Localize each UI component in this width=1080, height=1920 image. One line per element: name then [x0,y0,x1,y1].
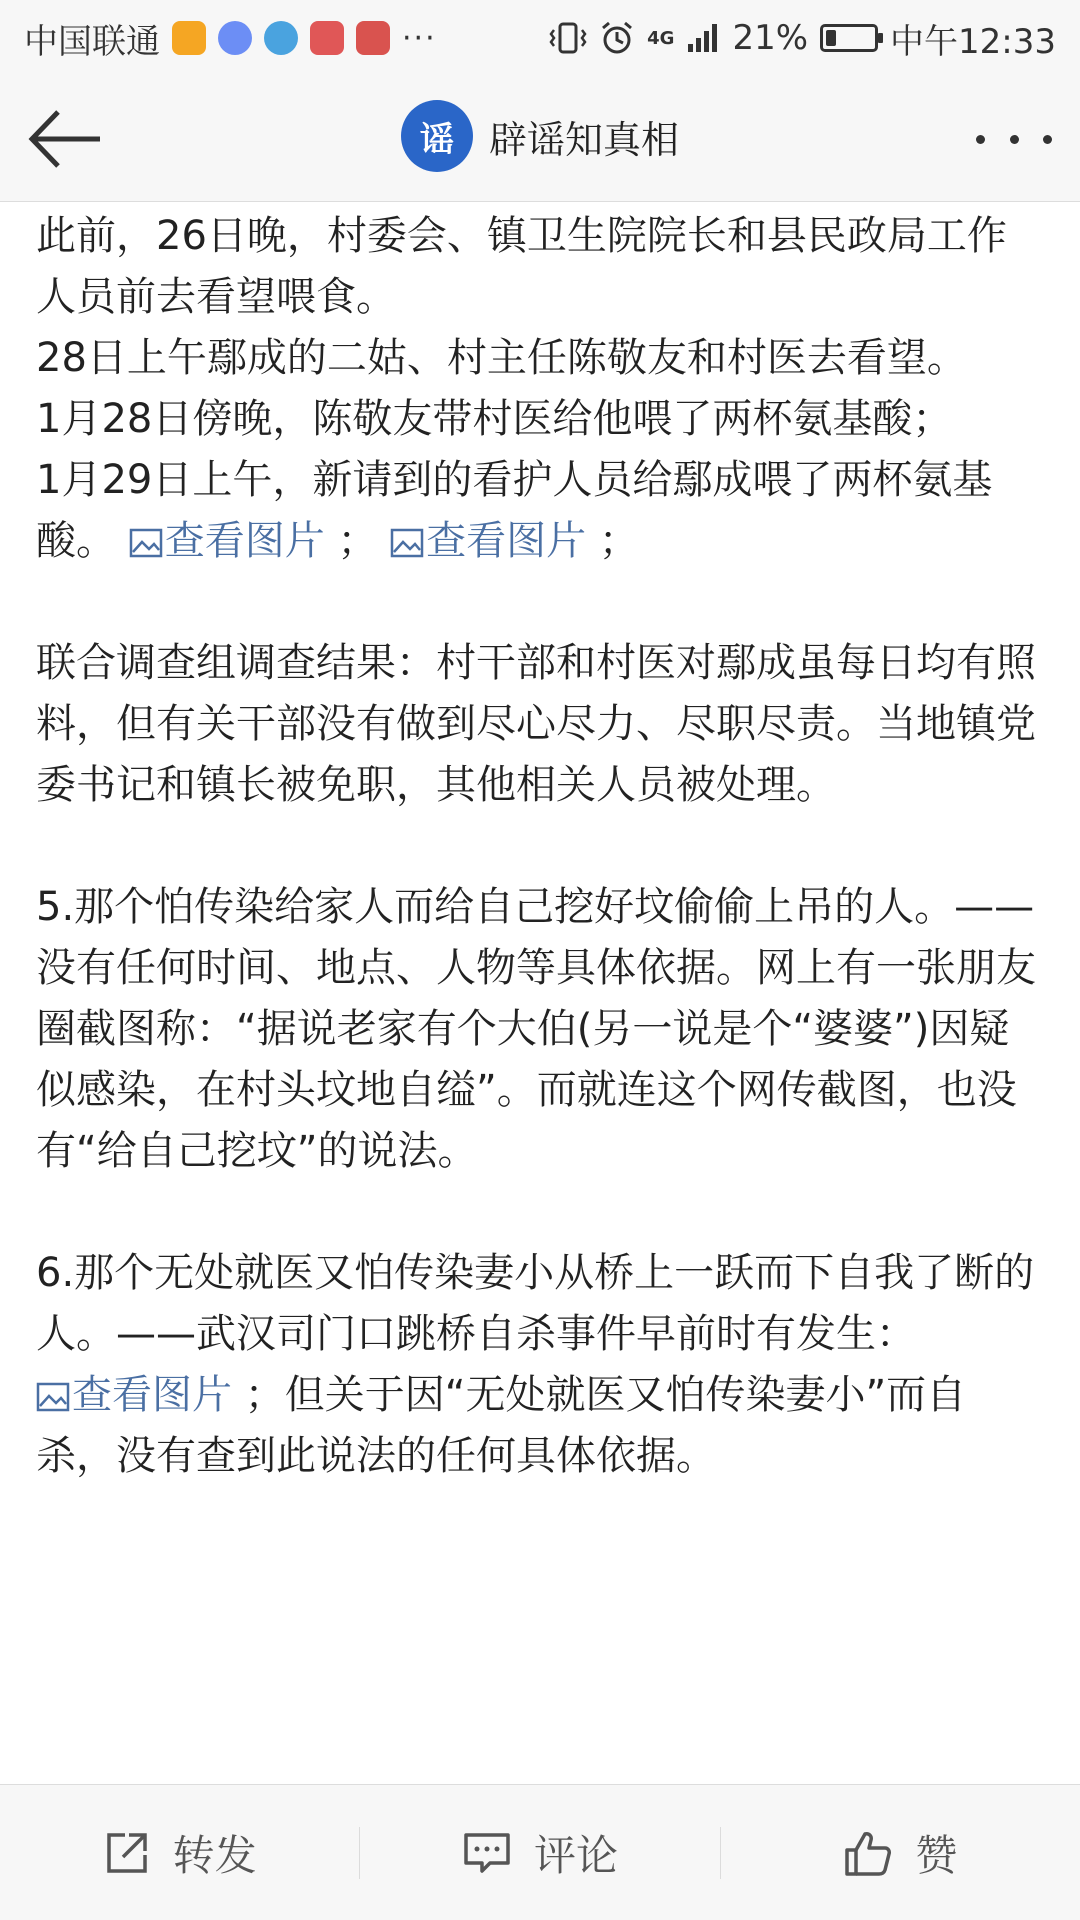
title-bar [0,76,1080,202]
view-image-label: 查看图片 [426,518,587,564]
view-image-link[interactable] [390,518,599,564]
view-image-link[interactable] [129,518,338,564]
paragraph-gap [36,816,1046,877]
share-icon [103,1829,151,1877]
dot-icon [976,135,985,144]
mall-app-icon [356,21,390,55]
paragraph-gap [36,572,1046,633]
view-image-label: 查看图片 [164,518,325,564]
paragraph-gap [36,1182,1046,1243]
status-bar-right [549,14,1056,63]
paragraph: 此前，26日晚，村委会、镇卫生院院长和县民政局工作人员前去看望喂食。 [36,213,1007,320]
carrier-name: 中国联通 [24,21,160,62]
page-title: 辟谣知真相 [488,117,679,162]
share-label: 转发 [172,1830,257,1880]
account-header[interactable] [0,100,1080,172]
more-options-button[interactable] [976,116,1052,162]
alarm-icon [599,20,635,56]
paragraph: 5.那个怕传染给家人而给自己挖好坟偷偷上吊的人。——没有任何时间、地点、人物等具体依据。网上有一张朋友圈截图称：“据说老家有个大伯(另一说是个“婆婆”)因疑似感染，在村头坟地自缢”。而就连这个网传截图，也没有“给自己挖坟”的说法。 [36,884,1036,1174]
network-type: 4G [647,27,675,49]
comment-icon [462,1829,512,1877]
paragraph: 联合调查组调查结果：村干部和村医对鄢成虽每日均有照料，但有关干部没有做到尽心尽力、尽职尽责。当地镇党委书记和镇长被免职，其他相关人员被处理。 [36,640,1036,808]
signal-icon [686,22,720,54]
battery-percent: 21% [732,18,809,58]
article-body [36,206,1046,1487]
account-logo: 谣 [401,100,473,172]
image-icon [390,528,424,558]
view-image-label: 查看图片 [72,1372,232,1418]
status-bar [0,0,1080,76]
dot-icon [1010,135,1019,144]
more-notifications: ··· [402,20,437,56]
separator: ； [598,518,639,564]
paragraph-text: 6.那个无处就医又怕传染妻小从桥上一跃而下自我了断的人。——武汉司门口跳桥自杀事件早前时有发生： [36,1250,1035,1357]
image-icon [36,1382,70,1412]
battery-icon [820,24,878,52]
music-app-icon [218,21,252,55]
store-app-icon [310,21,344,55]
vibrate-icon [549,21,587,55]
app-notification-icon [172,21,206,55]
like-button[interactable] [721,1823,1080,1883]
paragraph-text: 1月29日上午，新请到的看护人员给鄢成喂了两杯氨基酸。 [36,457,993,564]
image-icon [129,528,163,558]
paragraph-text: ；但关于因“无处就医又怕传染妻小”而自杀，没有查到此说法的任何具体依据。 [36,1372,967,1479]
share-button[interactable] [0,1823,359,1883]
paragraph: 1月28日傍晚，陈敬友带村医给他喂了两杯氨基酸； [36,396,953,442]
dot-icon [1043,135,1052,144]
comment-label: 评论 [533,1830,618,1880]
paragraph: 28日上午鄢成的二姑、村主任陈敬友和村医去看望。 [36,335,967,381]
separator: ； [337,518,378,564]
thumbs-up-icon [843,1828,893,1878]
like-label: 赞 [915,1830,958,1880]
clock: 中午12:33 [890,21,1056,62]
bottom-action-bar [0,1784,1080,1920]
battery-level [826,30,836,46]
paragraph [36,1243,1046,1487]
browser-app-icon [264,21,298,55]
status-bar-left [24,14,437,63]
comment-button[interactable] [360,1823,719,1883]
paragraph [36,450,1046,572]
view-image-link[interactable] [36,1372,245,1418]
